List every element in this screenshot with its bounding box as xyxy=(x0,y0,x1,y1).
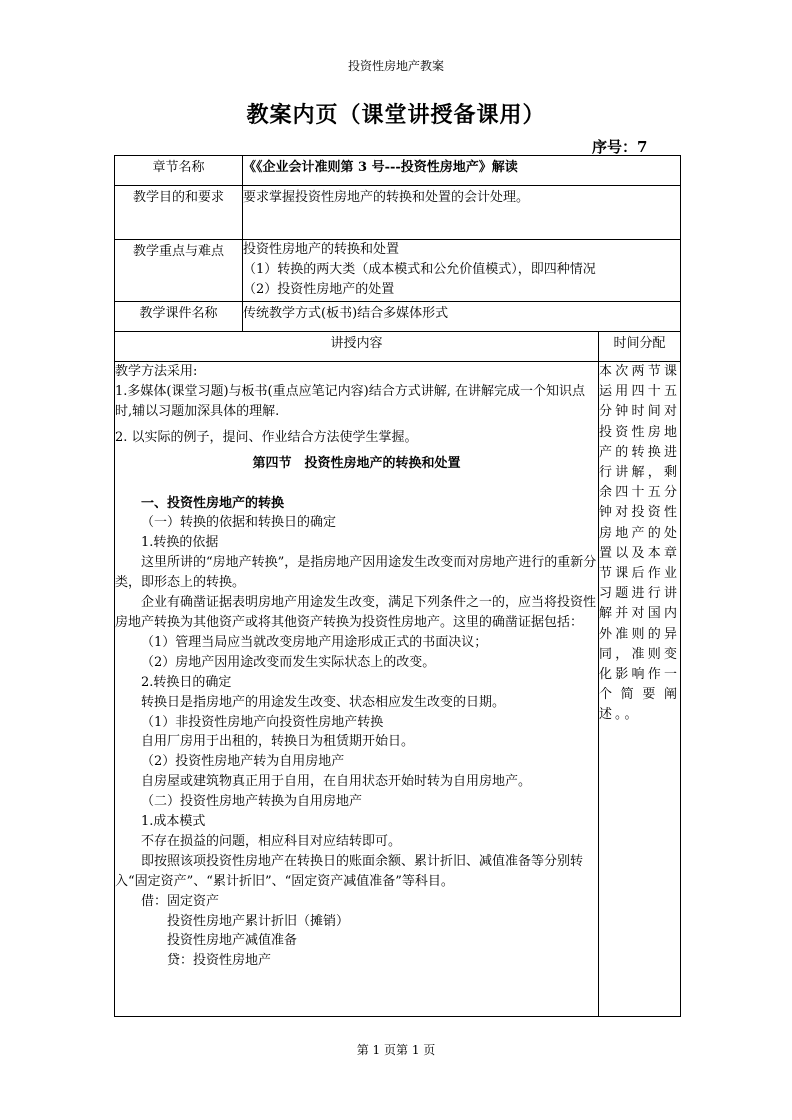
heading-1: 一、投资性房地产的转换 xyxy=(141,495,285,511)
journal-entry: 投资性房地产减值准备 xyxy=(167,933,298,949)
method-item: 2. 以实际的例子，提问、作业结合方法使学生掌握。 xyxy=(115,429,418,445)
goal-label: 教学目的和要求 xyxy=(115,186,243,240)
courseware-label: 教学课件名称 xyxy=(115,302,243,332)
serial-value: 7 xyxy=(637,138,648,156)
focus-line: 投资性房地产的转换和处置 xyxy=(243,242,400,257)
lesson-plan-table xyxy=(114,155,681,1017)
method-item: 1.多媒体(课堂习题)与板书(重点应笔记内容)结合方式讲解, 在讲解完成一个知识点时,辅以习题加深具体的理解. xyxy=(115,383,585,419)
sub-item: （1）非投资性房地产向投资性房地产转换 xyxy=(141,714,384,730)
page-title: 教案内页（课堂讲授备课用） xyxy=(246,102,546,128)
goal-value: 要求掌握投资性房地产的转换和处置的会计处理。 xyxy=(243,186,681,240)
page-header: 投资性房地产教案 xyxy=(347,59,444,73)
time-header: 时间分配 xyxy=(599,332,681,362)
focus-line: （2）投资性房地产的处置 xyxy=(243,282,395,297)
serial-number xyxy=(592,136,647,157)
chapter-label: 章节名称 xyxy=(115,156,243,186)
content-header: 讲授内容 xyxy=(115,332,599,362)
focus-label: 教学重点与难点 xyxy=(115,240,243,302)
methods-title: 教学方法采用: xyxy=(115,364,198,379)
paragraph: 这里所讲的“房地产转换”，是指房地产因用途发生改变而对房地产进行的重新分类，即形态上的转换。 xyxy=(115,555,597,591)
lecture-content xyxy=(115,362,599,1017)
item-heading: 2.转换日的确定 xyxy=(141,674,232,690)
subheading: （一）转换的依据和转换日的确定 xyxy=(141,515,337,531)
page-footer: 第 1 页第 1 页 xyxy=(356,1043,436,1057)
journal-entry: 投资性房地产累计折旧（摊销） xyxy=(167,913,350,929)
courseware-value: 传统教学方式(板书)结合多媒体形式 xyxy=(243,302,681,332)
condition-item: （2）房地产因用途改变而发生实际状态上的改变。 xyxy=(141,654,436,670)
item-heading: 1.转换的依据 xyxy=(141,535,219,551)
journal-entry: 借：固定资产 xyxy=(141,893,220,909)
paragraph: 自房屋或建筑物真正用于自用，在自用状态开始时转为自用房地产。 xyxy=(141,774,532,790)
item-heading: 1.成本模式 xyxy=(141,814,206,830)
paragraph: 自用厂房用于出租的，转换日为租赁期开始日。 xyxy=(141,734,415,750)
condition-item: （1）管理当局应当就改变房地产用途形成正式的书面决议； xyxy=(141,634,488,650)
section-title: 第四节 投资性房地产的转换和处置 xyxy=(252,455,461,471)
journal-entry: 贷：投资性房地产 xyxy=(167,953,272,969)
time-allocation: 本次两节课运用四十五分钟时间对投资性房地产的转换进行讲解，剩余四十五分钟对投资性房地产的处置以及本章节课后作业习题进行讲解并对国内外准则的异同，准则变化影响作一个简要阐述。。 xyxy=(599,362,681,1017)
chapter-value: 《《企业会计准则第 3 号---投资性房地产》解读 xyxy=(243,156,681,186)
sub-item: （2）投资性房地产转为自用房地产 xyxy=(141,754,345,770)
subheading: （二）投资性房地产转换为自用房地产 xyxy=(141,794,363,810)
paragraph: 企业有确凿证据表明房地产用途发生改变，满足下列条件之一的，应当将投资性房地产转换为其他资产或将其他资产转换为投资性房地产。这里的确凿证据包括： xyxy=(115,595,597,630)
focus-value xyxy=(243,240,681,302)
paragraph: 转换日是指房地产的用途发生改变、状态相应发生改变的日期。 xyxy=(141,694,506,710)
paragraph: 即按照该项投资性房地产在转换日的账面余额、累计折旧、减值准备等分别转入“固定资产”、“累计折旧”、“固定资产减值准备”等科目。 xyxy=(115,853,584,889)
serial-label: 序号： xyxy=(592,138,638,156)
paragraph: 不存在损益的问题，相应科目对应结转即可。 xyxy=(141,833,402,849)
focus-line: （1）转换的两大类（成本模式和公允价值模式），即四种情况 xyxy=(243,262,596,277)
